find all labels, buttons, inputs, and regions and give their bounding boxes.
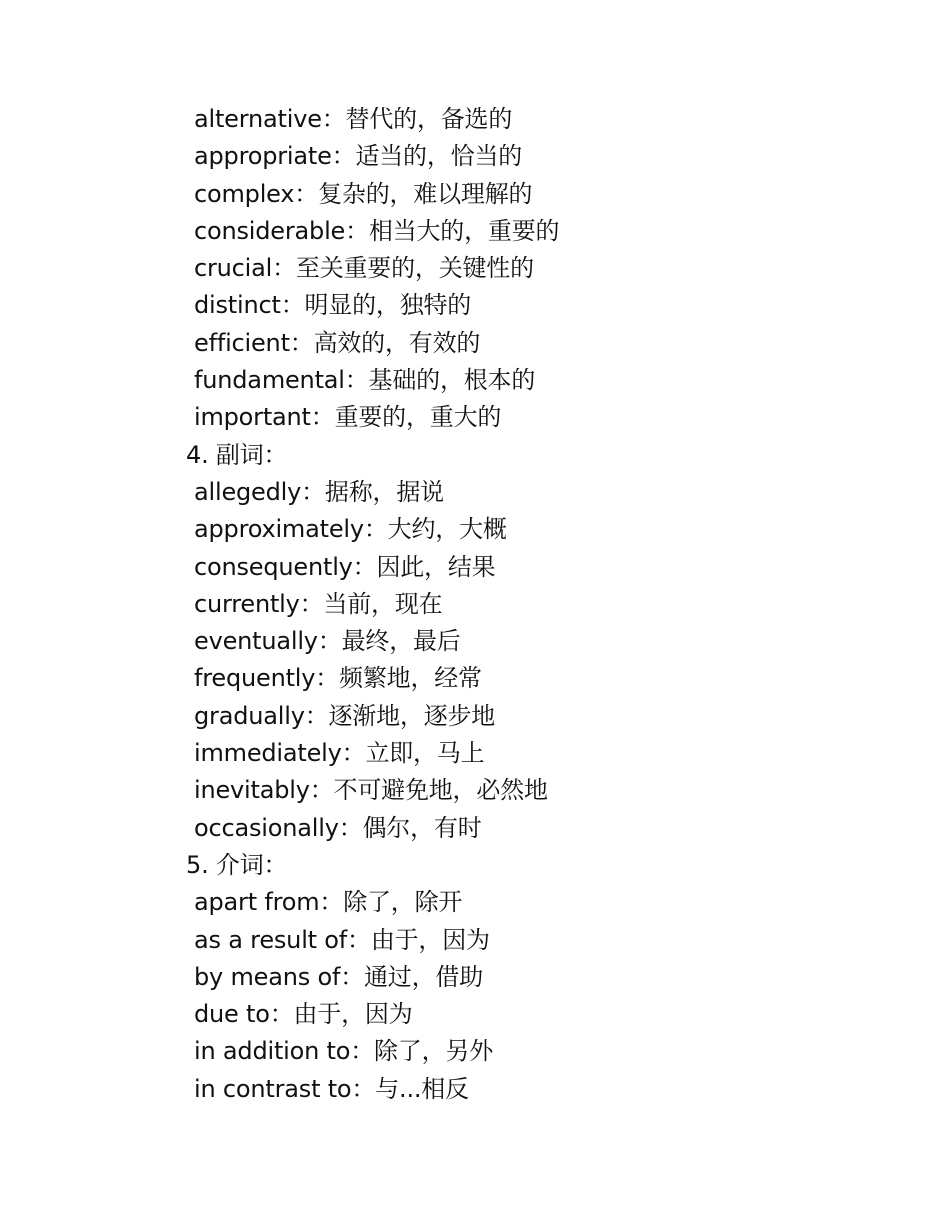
- vocab-entry: currently：当前，现在: [194, 589, 443, 618]
- vocab-entry: fundamental：基础的，根本的: [194, 366, 536, 395]
- vocab-entry: gradually：逐渐地，逐步地: [194, 701, 496, 730]
- section-heading-adverbs: 4. 副词：: [186, 440, 288, 469]
- vocab-entry: complex：复杂的，难以理解的: [194, 179, 533, 208]
- vocab-entry: approximately：大约，大概: [194, 515, 507, 544]
- vocab-entry: in addition to：除了，另外: [194, 1037, 494, 1066]
- vocab-entry: considerable：相当大的，重要的: [194, 216, 560, 245]
- vocab-entry: important：重要的，重大的: [194, 403, 502, 432]
- vocab-entry: allegedly：据称，据说: [194, 477, 444, 506]
- vocab-entry: eventually：最终，最后: [194, 627, 461, 656]
- vocab-entry: alternative：替代的，备选的: [194, 105, 513, 133]
- vocab-entry: crucial：至关重要的，关键性的: [194, 254, 534, 283]
- section-heading-prepositions: 5. 介词：: [186, 850, 288, 879]
- vocab-entry: due to：由于，因为: [194, 1000, 413, 1029]
- vocab-entry: consequently：因此，结果: [194, 552, 496, 581]
- vocab-entry: apart from：除了，除开: [194, 888, 463, 917]
- vocab-entry: by means of：通过，借助: [194, 962, 483, 991]
- vocab-entry: as a result of：由于，因为: [194, 925, 490, 954]
- vocab-entry: occasionally：偶尔，有时: [194, 813, 482, 842]
- vocab-entry: distinct：明显的，独特的: [194, 291, 472, 320]
- vocab-entry: inevitably：不可避免地，必然地: [194, 776, 548, 805]
- vocab-entry: efficient：高效的，有效的: [194, 328, 481, 357]
- vocabulary-list: [186, 101, 886, 1108]
- vocab-entry: frequently：频繁地，经常: [194, 664, 482, 693]
- vocab-entry: appropriate：适当的，恰当的: [194, 142, 523, 171]
- vocab-entry: in contrast to：与...相反: [194, 1074, 469, 1103]
- vocab-entry: immediately：立即，马上: [194, 739, 485, 768]
